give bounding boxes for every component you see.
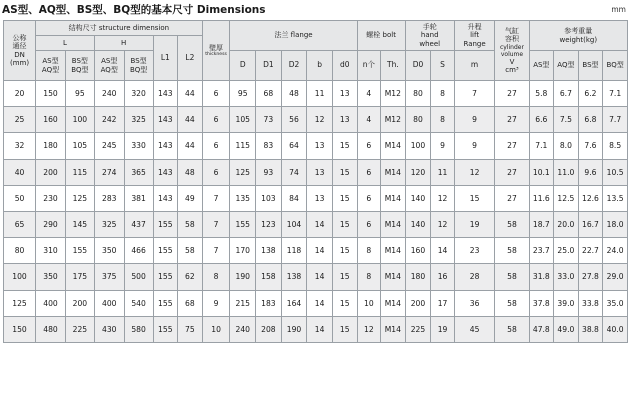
- cell-h-as: 242: [94, 107, 124, 133]
- unit-label: mm: [611, 5, 626, 14]
- cell-m: 36: [454, 290, 495, 316]
- cell-l2: 75: [178, 316, 203, 342]
- cell-d0: 15: [332, 159, 357, 185]
- cell-l-as: 150: [36, 81, 66, 107]
- table-row: [4, 264, 628, 290]
- cell-s: 12: [431, 211, 455, 237]
- cell-w-as: 7.1: [529, 133, 554, 159]
- cell-l-bs: 145: [65, 211, 94, 237]
- header-S: S: [431, 51, 455, 81]
- cell-l-bs: 115: [65, 159, 94, 185]
- cell-n: 6: [357, 159, 381, 185]
- cell-l-as: 400: [36, 290, 66, 316]
- header-weight: 参考重量 weight(kg): [529, 21, 627, 51]
- header-H: H: [94, 36, 153, 51]
- header-lift: 升程 lift Range: [454, 21, 495, 51]
- cell-d: 170: [230, 238, 256, 264]
- table-row: [4, 316, 628, 342]
- cell-dw: 140: [405, 185, 431, 211]
- cell-d1: 158: [256, 264, 282, 290]
- cell-w-aq: 11.0: [554, 159, 579, 185]
- header-l-as-aq: AS型 AQ型: [36, 51, 66, 81]
- cell-v: 58: [495, 238, 529, 264]
- cell-m: 9: [454, 107, 495, 133]
- cell-n: 4: [357, 81, 381, 107]
- cell-l1: 143: [153, 81, 178, 107]
- cell-m: 28: [454, 264, 495, 290]
- header-b: b: [307, 51, 333, 81]
- cell-b: 11: [307, 81, 333, 107]
- cell-h-bs: 500: [124, 264, 153, 290]
- cell-l-as: 230: [36, 185, 66, 211]
- cell-b: 13: [307, 159, 333, 185]
- cell-l1: 155: [153, 211, 178, 237]
- cell-m: 12: [454, 159, 495, 185]
- cell-dw: 180: [405, 264, 431, 290]
- cell-d1: 183: [256, 290, 282, 316]
- cell-delta: 6: [202, 133, 230, 159]
- header-dn: 公称 通径 DN (mm): [4, 21, 36, 81]
- cell-delta: 7: [202, 185, 230, 211]
- cell-dn: 150: [4, 316, 36, 342]
- cell-v: 58: [495, 264, 529, 290]
- header-m: m: [454, 51, 495, 81]
- cell-w-bq: 7.1: [603, 81, 628, 107]
- cell-d2: 138: [281, 264, 307, 290]
- cell-s: 11: [431, 159, 455, 185]
- cell-w-bq: 7.7: [603, 107, 628, 133]
- cell-h-bs: 466: [124, 238, 153, 264]
- cell-l-bs: 155: [65, 238, 94, 264]
- cell-w-aq: 33.0: [554, 264, 579, 290]
- cell-l2: 44: [178, 133, 203, 159]
- cell-s: 9: [431, 133, 455, 159]
- cell-dn: 32: [4, 133, 36, 159]
- cell-w-aq: 8.0: [554, 133, 579, 159]
- cell-l-bs: 175: [65, 264, 94, 290]
- cell-h-bs: 320: [124, 81, 153, 107]
- cell-w-as: 6.6: [529, 107, 554, 133]
- cell-d2: 84: [281, 185, 307, 211]
- cell-w-bs: 12.6: [578, 185, 603, 211]
- cell-d: 190: [230, 264, 256, 290]
- cell-h-bs: 381: [124, 185, 153, 211]
- cell-w-as: 31.8: [529, 264, 554, 290]
- cell-d2: 74: [281, 159, 307, 185]
- cell-d: 95: [230, 81, 256, 107]
- cell-w-bq: 24.0: [603, 238, 628, 264]
- cell-l1: 143: [153, 159, 178, 185]
- cell-h-bs: 365: [124, 159, 153, 185]
- cell-d1: 83: [256, 133, 282, 159]
- cell-h-as: 430: [94, 316, 124, 342]
- cell-n: 4: [357, 107, 381, 133]
- table-row: [4, 107, 628, 133]
- cell-l-as: 480: [36, 316, 66, 342]
- cell-w-bq: 18.0: [603, 211, 628, 237]
- cell-delta: 8: [202, 264, 230, 290]
- cell-w-as: 47.8: [529, 316, 554, 342]
- cell-w-aq: 7.5: [554, 107, 579, 133]
- cell-d2: 164: [281, 290, 307, 316]
- cell-s: 16: [431, 264, 455, 290]
- cell-l2: 58: [178, 211, 203, 237]
- header-l-bs-bq: BS型 BQ型: [65, 51, 94, 81]
- cell-w-bs: 27.8: [578, 264, 603, 290]
- cell-h-as: 240: [94, 81, 124, 107]
- cell-d: 115: [230, 133, 256, 159]
- cell-d1: 123: [256, 211, 282, 237]
- cell-d1: 208: [256, 316, 282, 342]
- header-L2: L2: [178, 36, 203, 81]
- cell-w-bq: 35.0: [603, 290, 628, 316]
- header-thickness: 壁厚 thickness: [202, 21, 230, 81]
- cell-w-bq: 13.5: [603, 185, 628, 211]
- table-row: [4, 290, 628, 316]
- cell-w-aq: 20.0: [554, 211, 579, 237]
- dimensions-table: [3, 20, 628, 343]
- cell-dw: 200: [405, 290, 431, 316]
- cell-l-as: 180: [36, 133, 66, 159]
- cell-l2: 48: [178, 159, 203, 185]
- cell-d2: 190: [281, 316, 307, 342]
- cell-w-bs: 7.6: [578, 133, 603, 159]
- cell-l-bs: 225: [65, 316, 94, 342]
- cell-v: 58: [495, 211, 529, 237]
- cell-h-as: 274: [94, 159, 124, 185]
- cell-s: 19: [431, 316, 455, 342]
- title-row: [2, 2, 628, 18]
- header-D2: D2: [281, 51, 307, 81]
- cell-v: 27: [495, 81, 529, 107]
- cell-l-as: 310: [36, 238, 66, 264]
- header-D: D: [230, 51, 256, 81]
- cell-h-as: 400: [94, 290, 124, 316]
- cell-w-bs: 6.8: [578, 107, 603, 133]
- cell-d0: 13: [332, 81, 357, 107]
- cell-h-bs: 325: [124, 107, 153, 133]
- cell-w-bs: 38.8: [578, 316, 603, 342]
- cell-dn: 20: [4, 81, 36, 107]
- cell-h-bs: 330: [124, 133, 153, 159]
- cell-n: 6: [357, 211, 381, 237]
- cell-dw: 100: [405, 133, 431, 159]
- cell-d0: 15: [332, 238, 357, 264]
- cell-d0: 13: [332, 107, 357, 133]
- cell-w-bq: 40.0: [603, 316, 628, 342]
- cell-w-aq: 6.7: [554, 81, 579, 107]
- cell-l-bs: 200: [65, 290, 94, 316]
- cell-w-bs: 33.8: [578, 290, 603, 316]
- cell-th: M14: [381, 185, 406, 211]
- cell-l-bs: 100: [65, 107, 94, 133]
- header-handwheel: 手轮 hand wheel: [405, 21, 454, 51]
- cell-w-aq: 39.0: [554, 290, 579, 316]
- cell-d1: 103: [256, 185, 282, 211]
- table-header: [4, 21, 628, 81]
- cell-dn: 125: [4, 290, 36, 316]
- cell-w-aq: 49.0: [554, 316, 579, 342]
- cell-l1: 155: [153, 264, 178, 290]
- cell-l-bs: 95: [65, 81, 94, 107]
- cell-dw: 80: [405, 107, 431, 133]
- cell-dn: 65: [4, 211, 36, 237]
- cell-delta: 7: [202, 238, 230, 264]
- cell-m: 7: [454, 81, 495, 107]
- cell-th: M14: [381, 316, 406, 342]
- cell-delta: 9: [202, 290, 230, 316]
- cell-d1: 93: [256, 159, 282, 185]
- cell-n: 8: [357, 264, 381, 290]
- header-L1: L1: [153, 36, 178, 81]
- cell-d1: 68: [256, 81, 282, 107]
- cell-b: 14: [307, 290, 333, 316]
- cell-delta: 6: [202, 159, 230, 185]
- cell-d2: 56: [281, 107, 307, 133]
- cell-m: 45: [454, 316, 495, 342]
- cell-dw: 140: [405, 211, 431, 237]
- header-D1: D1: [256, 51, 282, 81]
- cell-d: 135: [230, 185, 256, 211]
- page-title: AS型、AQ型、BS型、BQ型的基本尺寸 Dimensions: [2, 4, 266, 16]
- cell-s: 14: [431, 238, 455, 264]
- cell-delta: 7: [202, 211, 230, 237]
- cell-d2: 48: [281, 81, 307, 107]
- cell-th: M14: [381, 264, 406, 290]
- cell-w-bs: 9.6: [578, 159, 603, 185]
- cell-dn: 50: [4, 185, 36, 211]
- cell-l2: 44: [178, 107, 203, 133]
- cell-d0: 15: [332, 264, 357, 290]
- cell-th: M12: [381, 81, 406, 107]
- cell-w-aq: 25.0: [554, 238, 579, 264]
- cell-l2: 49: [178, 185, 203, 211]
- cell-l-bs: 125: [65, 185, 94, 211]
- cell-n: 6: [357, 185, 381, 211]
- cell-v: 27: [495, 107, 529, 133]
- cell-l1: 155: [153, 290, 178, 316]
- cell-d0: 15: [332, 211, 357, 237]
- cell-w-bq: 29.0: [603, 264, 628, 290]
- cell-w-bs: 16.7: [578, 211, 603, 237]
- cell-l1: 143: [153, 107, 178, 133]
- cell-n: 6: [357, 133, 381, 159]
- cell-v: 27: [495, 159, 529, 185]
- cell-d1: 138: [256, 238, 282, 264]
- cell-w-aq: 12.5: [554, 185, 579, 211]
- cell-w-as: 10.1: [529, 159, 554, 185]
- table-row: [4, 81, 628, 107]
- cell-m: 15: [454, 185, 495, 211]
- cell-l-as: 200: [36, 159, 66, 185]
- cell-w-as: 5.8: [529, 81, 554, 107]
- cell-b: 13: [307, 185, 333, 211]
- cell-d0: 15: [332, 185, 357, 211]
- cell-b: 14: [307, 238, 333, 264]
- cell-delta: 6: [202, 81, 230, 107]
- cell-dn: 40: [4, 159, 36, 185]
- cell-d0: 15: [332, 133, 357, 159]
- cell-l-as: 160: [36, 107, 66, 133]
- cell-w-as: 11.6: [529, 185, 554, 211]
- cell-n: 12: [357, 316, 381, 342]
- cell-l1: 155: [153, 238, 178, 264]
- cell-dw: 80: [405, 81, 431, 107]
- cell-s: 17: [431, 290, 455, 316]
- cell-s: 12: [431, 185, 455, 211]
- cell-w-bq: 8.5: [603, 133, 628, 159]
- cell-h-bs: 540: [124, 290, 153, 316]
- cell-l2: 68: [178, 290, 203, 316]
- cell-m: 23: [454, 238, 495, 264]
- header-w-bs: BS型: [578, 51, 603, 81]
- cell-d2: 64: [281, 133, 307, 159]
- cell-dn: 100: [4, 264, 36, 290]
- cell-delta: 6: [202, 107, 230, 133]
- cell-th: M14: [381, 159, 406, 185]
- header-w-aq: AQ型: [554, 51, 579, 81]
- cell-th: M12: [381, 107, 406, 133]
- cell-v: 58: [495, 290, 529, 316]
- cell-dw: 120: [405, 159, 431, 185]
- cell-w-as: 23.7: [529, 238, 554, 264]
- header-n: n个: [357, 51, 381, 81]
- header-bolt: 螺栓 bolt: [357, 21, 405, 51]
- cell-s: 8: [431, 81, 455, 107]
- header-w-bq: BQ型: [603, 51, 628, 81]
- header-L: L: [36, 36, 95, 51]
- header-h-as-aq: AS型 AQ型: [94, 51, 124, 81]
- table-row: [4, 211, 628, 237]
- cell-m: 19: [454, 211, 495, 237]
- cell-l2: 44: [178, 81, 203, 107]
- cell-d1: 73: [256, 107, 282, 133]
- cell-b: 12: [307, 107, 333, 133]
- cell-h-as: 245: [94, 133, 124, 159]
- cell-l-as: 350: [36, 264, 66, 290]
- cell-h-as: 350: [94, 238, 124, 264]
- table-row: [4, 133, 628, 159]
- cell-h-as: 375: [94, 264, 124, 290]
- header-h-bs-bq: BS型 BQ型: [124, 51, 153, 81]
- cell-d: 125: [230, 159, 256, 185]
- cell-l2: 58: [178, 238, 203, 264]
- cell-th: M14: [381, 290, 406, 316]
- cell-l2: 62: [178, 264, 203, 290]
- cell-d: 155: [230, 211, 256, 237]
- header-w-as: AS型: [529, 51, 554, 81]
- cell-d0: 15: [332, 290, 357, 316]
- cell-l-as: 290: [36, 211, 66, 237]
- cell-d2: 118: [281, 238, 307, 264]
- cell-w-bq: 10.5: [603, 159, 628, 185]
- cell-h-as: 325: [94, 211, 124, 237]
- header-flange: 法兰 flange: [230, 21, 357, 51]
- cell-v: 27: [495, 133, 529, 159]
- header-th: Th.: [381, 51, 406, 81]
- cell-l-bs: 105: [65, 133, 94, 159]
- cell-l1: 155: [153, 316, 178, 342]
- cell-dn: 80: [4, 238, 36, 264]
- header-d0: d0: [332, 51, 357, 81]
- cell-v: 58: [495, 316, 529, 342]
- cell-h-bs: 437: [124, 211, 153, 237]
- cell-dw: 225: [405, 316, 431, 342]
- table-row: [4, 159, 628, 185]
- cell-dn: 25: [4, 107, 36, 133]
- cell-w-as: 37.8: [529, 290, 554, 316]
- cell-th: M14: [381, 238, 406, 264]
- cell-n: 8: [357, 238, 381, 264]
- cell-w-as: 18.7: [529, 211, 554, 237]
- cell-h-as: 283: [94, 185, 124, 211]
- header-cylinder: 气缸 容积 cylinder volume V cm³: [495, 21, 529, 81]
- header-structure: 结构尺寸 structure dimension: [36, 21, 203, 36]
- cell-delta: 10: [202, 316, 230, 342]
- cell-b: 14: [307, 316, 333, 342]
- table-body: [4, 81, 628, 343]
- cell-th: M14: [381, 211, 406, 237]
- cell-dw: 160: [405, 238, 431, 264]
- table-row: [4, 185, 628, 211]
- cell-n: 10: [357, 290, 381, 316]
- cell-b: 13: [307, 133, 333, 159]
- cell-b: 14: [307, 211, 333, 237]
- cell-m: 9: [454, 133, 495, 159]
- cell-v: 27: [495, 185, 529, 211]
- cell-l1: 143: [153, 185, 178, 211]
- header-D0: D0: [405, 51, 431, 81]
- cell-b: 14: [307, 264, 333, 290]
- cell-l1: 143: [153, 133, 178, 159]
- cell-th: M14: [381, 133, 406, 159]
- cell-h-bs: 580: [124, 316, 153, 342]
- table-row: [4, 238, 628, 264]
- cell-d: 105: [230, 107, 256, 133]
- cell-w-bs: 22.7: [578, 238, 603, 264]
- cell-d0: 15: [332, 316, 357, 342]
- cell-d: 215: [230, 290, 256, 316]
- cell-s: 8: [431, 107, 455, 133]
- cell-w-bs: 6.2: [578, 81, 603, 107]
- cell-d: 240: [230, 316, 256, 342]
- cell-d2: 104: [281, 211, 307, 237]
